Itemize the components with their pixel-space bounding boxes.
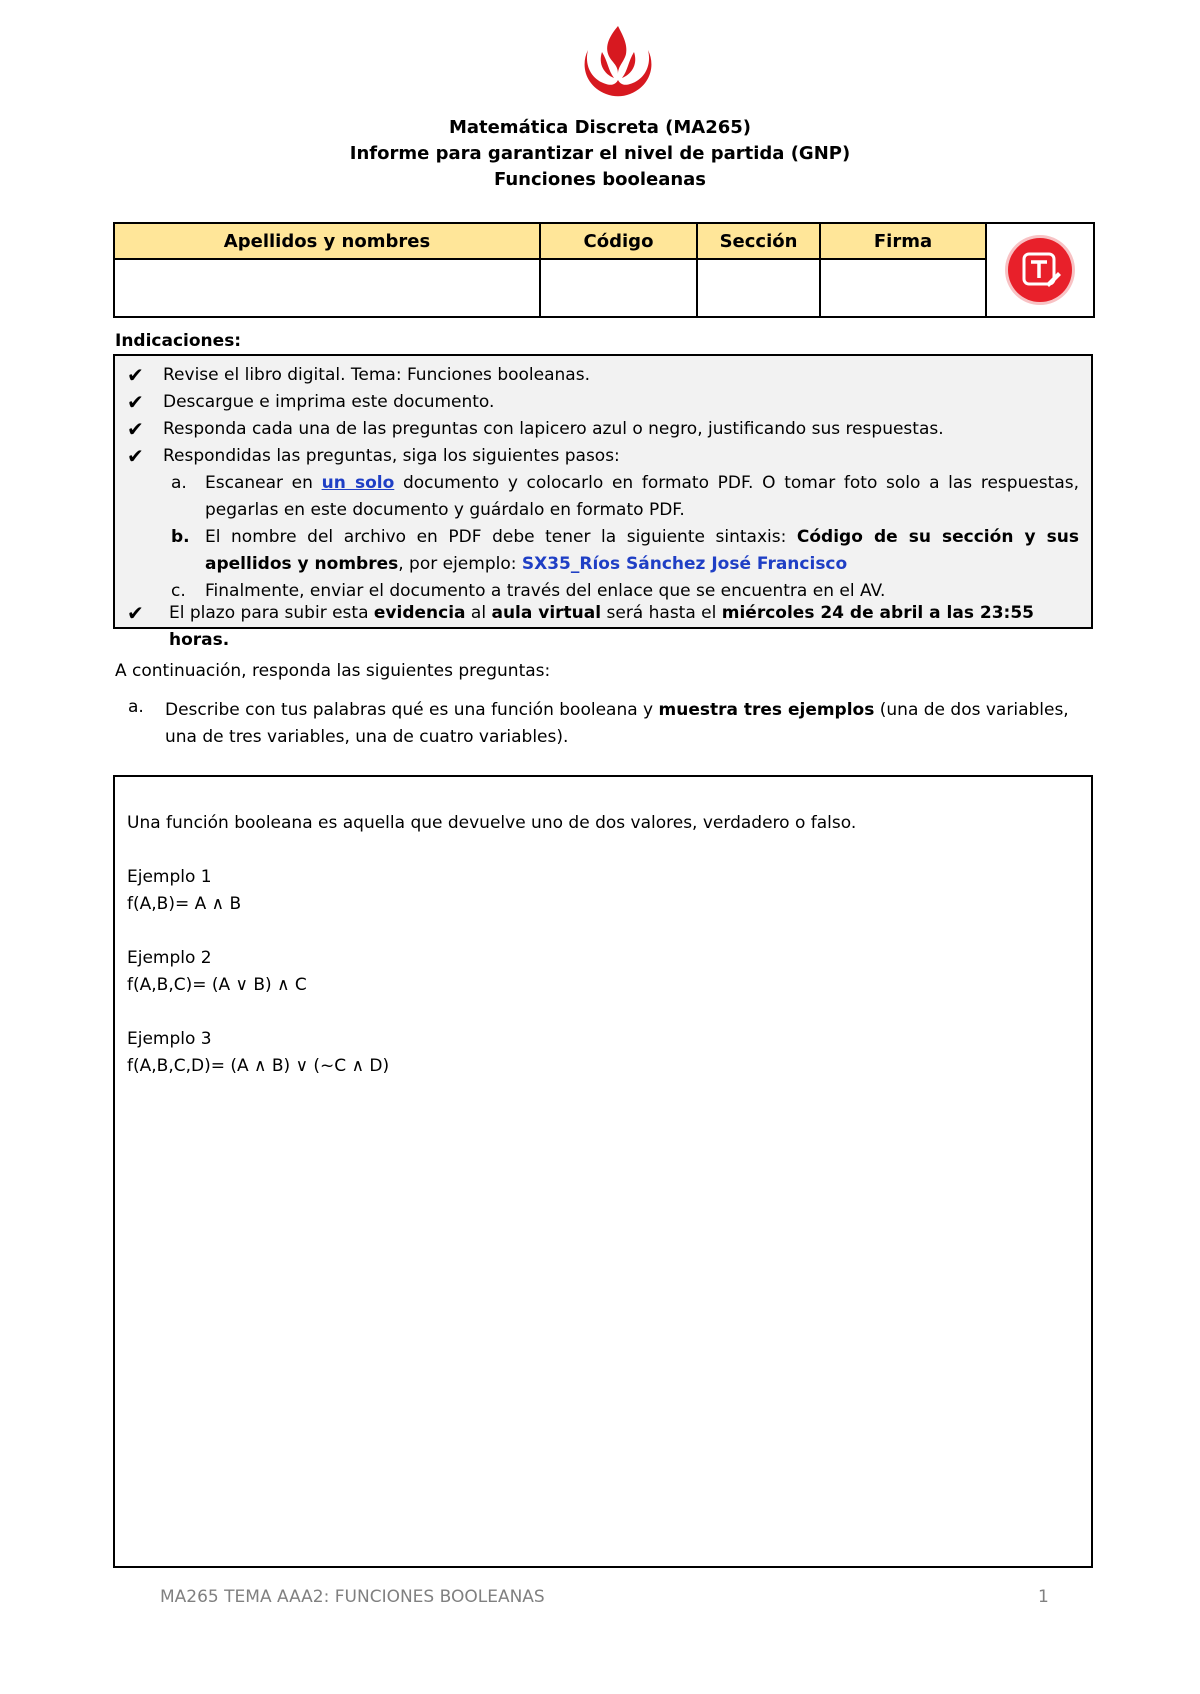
header-seccion: Sección (697, 223, 820, 259)
example-1-formula: f(A,B)= A ∧ B (127, 894, 242, 914)
footer-text: MA265 TEMA AAA2: FUNCIONES BOOLEANAS (160, 1587, 545, 1607)
topic-title: Funciones booleanas (493, 169, 707, 190)
student-info-table (113, 222, 1095, 318)
header-apellidos-nombres: Apellidos y nombres (114, 223, 540, 259)
check-icon: ✔ (127, 417, 144, 441)
name-field[interactable] (114, 259, 540, 317)
question-a-text: Describe con tus palabras qué es una función booleana y muestra tres ejemplos (una de dos variables, una de tres variables, una de cuatro variables). (165, 700, 1069, 747)
filename-example: SX35_Ríos Sánchez José Francisco (521, 554, 848, 574)
course-title: Matemática Discreta (MA265) (448, 117, 752, 138)
indications-box: ✔ Revise el libro digital. Tema: Funciones booleanas. ✔ Descargue e imprima este documento. ✔ Responda cada una de las preguntas con lapicero azul o negro, justificando sus respuestas. ✔ Respondidas las preguntas, siga los siguientes pasos: a. Escanear en un solo documento y colocarlo en formato PDF. O tomar foto solo a las respuestas, pegarlas en este documento y guárdalo en formato PDF. b. El nombre del archivo en PDF debe tener la siguiente sintaxis: Código de su sección y sus apellidos y nombres, por ejemplo: SX35_Ríos Sánchez José Francisco c. Finalmente, enviar el documento a través del enlace que se encuentra en el AV. ✔ El plazo para subir esta evidencia al aula virtual será hasta el miércoles 24 de abril a las 23:55 horas. (113, 354, 1093, 629)
section-field[interactable] (697, 259, 820, 317)
question-a-letter: a. (128, 697, 144, 717)
example-3-formula: f(A,B,C,D)= (A ∧ B) ∨ (~C ∧ D) (127, 1056, 390, 1076)
check-icon: ✔ (127, 444, 144, 468)
upc-flame-logo-icon (568, 22, 668, 100)
check-icon: ✔ (127, 390, 144, 414)
icon-cell (986, 223, 1094, 317)
un-solo-link[interactable]: un solo (321, 473, 395, 493)
check-icon: ✔ (127, 363, 144, 387)
report-title: Informe para garantizar el nivel de partida (GNP) (349, 143, 851, 164)
check-icon: ✔ (127, 601, 144, 625)
answer-box[interactable] (113, 775, 1093, 1568)
signature-field[interactable] (820, 259, 986, 317)
code-field[interactable] (540, 259, 697, 317)
questions-intro: A continuación, responda las siguientes preguntas: (115, 661, 551, 681)
header-codigo: Código (540, 223, 697, 259)
answer-definition: Una función booleana es aquella que devuelve uno de dos valores, verdadero o falso. (127, 813, 857, 833)
t-pen-icon (1008, 238, 1072, 302)
page-number: 1 (1038, 1587, 1049, 1607)
header-firma: Firma (820, 223, 986, 259)
example-2-label: Ejemplo 2 (127, 948, 212, 968)
example-3-label: Ejemplo 3 (127, 1029, 212, 1049)
example-1-label: Ejemplo 1 (127, 867, 212, 887)
example-2-formula: f(A,B,C)= (A ∨ B) ∧ C (127, 975, 307, 995)
indications-title: Indicaciones: (115, 331, 242, 351)
